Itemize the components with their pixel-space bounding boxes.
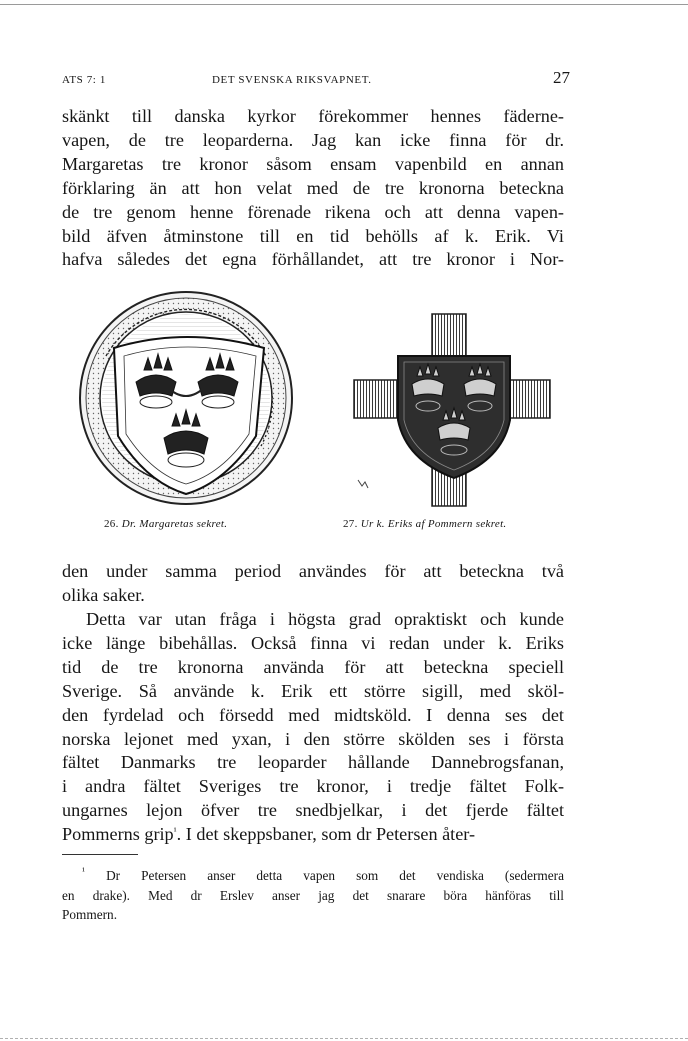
paragraph-3: [62, 608, 564, 847]
text-line: tid de tre kronorna använda för att beteckna speciell: [62, 656, 564, 677]
text-line: olika saker.: [62, 584, 145, 605]
bottom-edge-rule: [0, 1038, 688, 1039]
text-line: de tre genom henne förenade rikena och att denna vapen-: [62, 201, 564, 222]
footnote-line: [62, 866, 564, 886]
footnote-line: en drake). Med dr Erslev anser jag det snarare böra hänföras till: [62, 887, 564, 903]
footnote: [62, 866, 564, 925]
text-line: den under samma period användes för att beteckna två: [62, 561, 564, 581]
header-title: DET SVENSKA RIKSVAPNET.: [212, 74, 372, 86]
footnote-reference: ¹: [173, 826, 177, 838]
seal-margareta-illustration: [66, 286, 306, 514]
text-line: Detta var utan fråga i högsta grad opraktiskt och kunde: [86, 609, 564, 629]
footnote-marker: ¹: [82, 866, 85, 877]
text-line: förklaring än att hon velat med de tre kronorna beteckna: [62, 177, 564, 198]
text-line: skänkt till danska kyrkor förekommer hennes fäderne-: [62, 106, 564, 126]
paragraph-2: [62, 560, 564, 608]
figure-26-caption-text: Dr. Margaretas sekret.: [121, 518, 228, 530]
footnote-line: Pommern.: [62, 907, 118, 923]
text-line: vapen, de tre leoparderna. Jag kan icke finna för dr.: [62, 129, 564, 150]
figure-26-caption: [104, 518, 227, 530]
figure-27-caption: [343, 518, 506, 530]
text-line: Sverige. Så använde k. Erik ett större sigill, med sköl-: [62, 680, 564, 701]
text-line: hafva således det egna förhållandet, att tre kronor i Nor-: [62, 249, 564, 270]
text-line: den fyrdelad och försedd med midtsköld. I denna ses det: [62, 704, 564, 725]
running-header: [62, 68, 570, 90]
figure-26-number: 26.: [104, 518, 119, 530]
top-edge-rule: [0, 4, 688, 5]
seal-erik-pommern-illustration: [350, 310, 556, 510]
text-line: bild äfven åtminstone till en tid behölls af k. Erik. Vi: [62, 225, 564, 246]
text-line: fältet Danmarks tre leoparder hållande Dannebrogsfanan,: [62, 752, 564, 773]
paragraph-1: [62, 105, 564, 272]
figure-27-caption-text: Ur k. Eriks af Pommern sekret.: [360, 518, 507, 530]
text-fragment: . I det skeppsbaner, som dr Petersen åter-: [176, 824, 476, 845]
text-line: ungarnes lejon öfver tre snedbjelkar, i det fjerde fältet: [62, 800, 564, 821]
text-line: Margaretas tre kronor såsom ensam vapenbild en annan: [62, 153, 564, 174]
footnote-separator: [62, 854, 138, 855]
text-line: i andra fältet Sveriges tre kronor, i tredje fältet Folk-: [62, 776, 564, 797]
text-fragment: Pommerns grip: [62, 824, 174, 845]
text-line: norska lejonet med yxan, i den större skölden ses i första: [62, 728, 564, 749]
header-signature: ATS 7: 1: [62, 74, 106, 86]
text-line: [62, 823, 564, 847]
page-number: 27: [553, 68, 570, 87]
figure-27-number: 27.: [343, 518, 358, 530]
footnote-line-text: Dr Petersen anser detta vapen som det vendiska (sedermera: [106, 868, 564, 883]
text-line: icke länge bibehållas. Också finna vi redan under k. Eriks: [62, 632, 564, 653]
